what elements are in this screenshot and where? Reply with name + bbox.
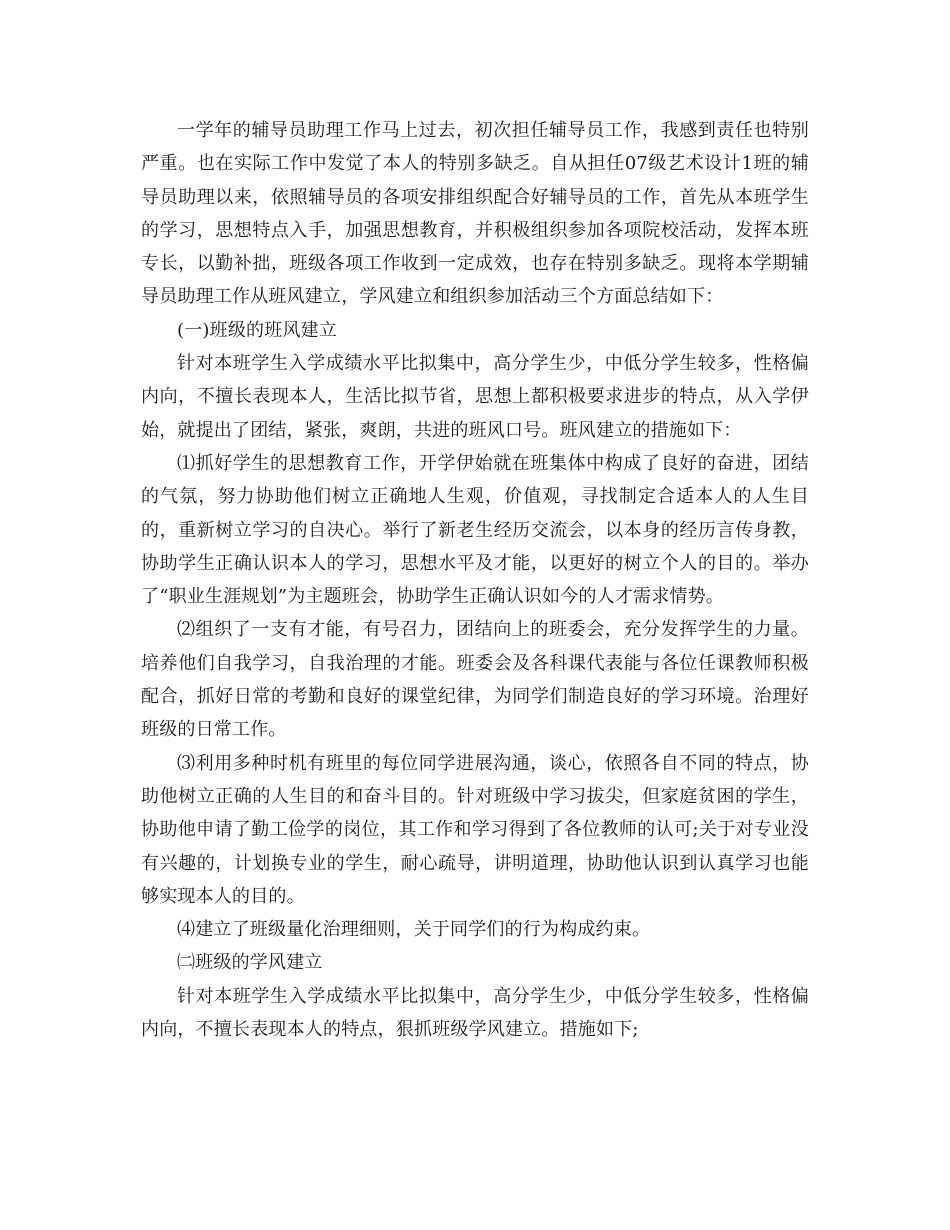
study-style-intro-paragraph: 针对本班学生入学成绩水平比拟集中，高分学生少，中低分学生较多，性格偏内向，不擅长表现本人的特点，狠抓班级学风建立。措施如下; bbox=[141, 985, 809, 1041]
document-body bbox=[141, 114, 809, 1046]
measure-3-paragraph: ⑶利用多种时机有班里的每位同学进展沟通，谈心，依照各自不同的特点，协助他树立正确的人生目的和奋斗目的。针对班级中学习拔尖，但家庭贫困的学生，协助他申请了勤工俭学的岗位，其工作和学习得到了各位教师的认可;关于对专业没有兴趣的，计划换专业的学生，耐心疏导，讲明道理，协助他认识到认真学习也能够实现本人的目的。 bbox=[141, 752, 809, 907]
measure-1-paragraph: ⑴抓好学生的思想教育工作，开学伊始就在班集体中构成了良好的奋进，团结的气氛，努力协助他们树立正确地人生观，价值观，寻找制定合适本人的人生目的，重新树立学习的自决心。举行了新老生经历交流会，以本身的经历言传身教，协助学生正确认识本人的学习，思想水平及才能，以更好的树立个人的目的。举办了“职业生涯规划”为主题班会，协助学生正确认识如今的人才需求情势。 bbox=[141, 452, 809, 608]
section-heading-class-style: (一)班级的班风建立 bbox=[177, 319, 338, 341]
section-heading-study-style: ㈡班级的学风建立 bbox=[177, 952, 323, 974]
measure-2-paragraph: ⑵组织了一支有才能，有号召力，团结向上的班委会，充分发挥学生的力量。培养他们自我学习，自我治理的才能。班委会及各科课代表能与各位任课教师积极配合，抓好日常的考勤和良好的课堂纪律，为同学们制造良好的学习环境。治理好班级的日常工作。 bbox=[141, 619, 809, 741]
intro-paragraph: 一学年的辅导员助理工作马上过去，初次担任辅导员工作，我感到责任也特别严重。也在实际工作中发觉了本人的特别多缺乏。自从担任07级艺术设计1班的辅导员助理以来，依照辅导员的各项安排组织配合好辅导员的工作，首先从本班学生的学习，思想特点入手，加强思想教育，并积极组织参加各项院校活动，发挥本班专长，以勤补拙，班级各项工作收到一定成效，也存在特别多缺乏。现将本学期辅导员助理工作从班风建立，学风建立和组织参加活动三个方面总结如下： bbox=[141, 120, 809, 308]
class-style-intro-paragraph: 针对本班学生入学成绩水平比拟集中，高分学生少，中低分学生较多，性格偏内向，不擅长表现本人，生活比拟节省，思想上都积极要求进步的特点，从入学伊始，就提出了团结，紧张，爽朗，共进的班风口号。班风建立的措施如下： bbox=[141, 353, 809, 441]
measure-4-paragraph: ⑷建立了班级量化治理细则，关于同学们的行为构成约束。 bbox=[177, 919, 651, 941]
